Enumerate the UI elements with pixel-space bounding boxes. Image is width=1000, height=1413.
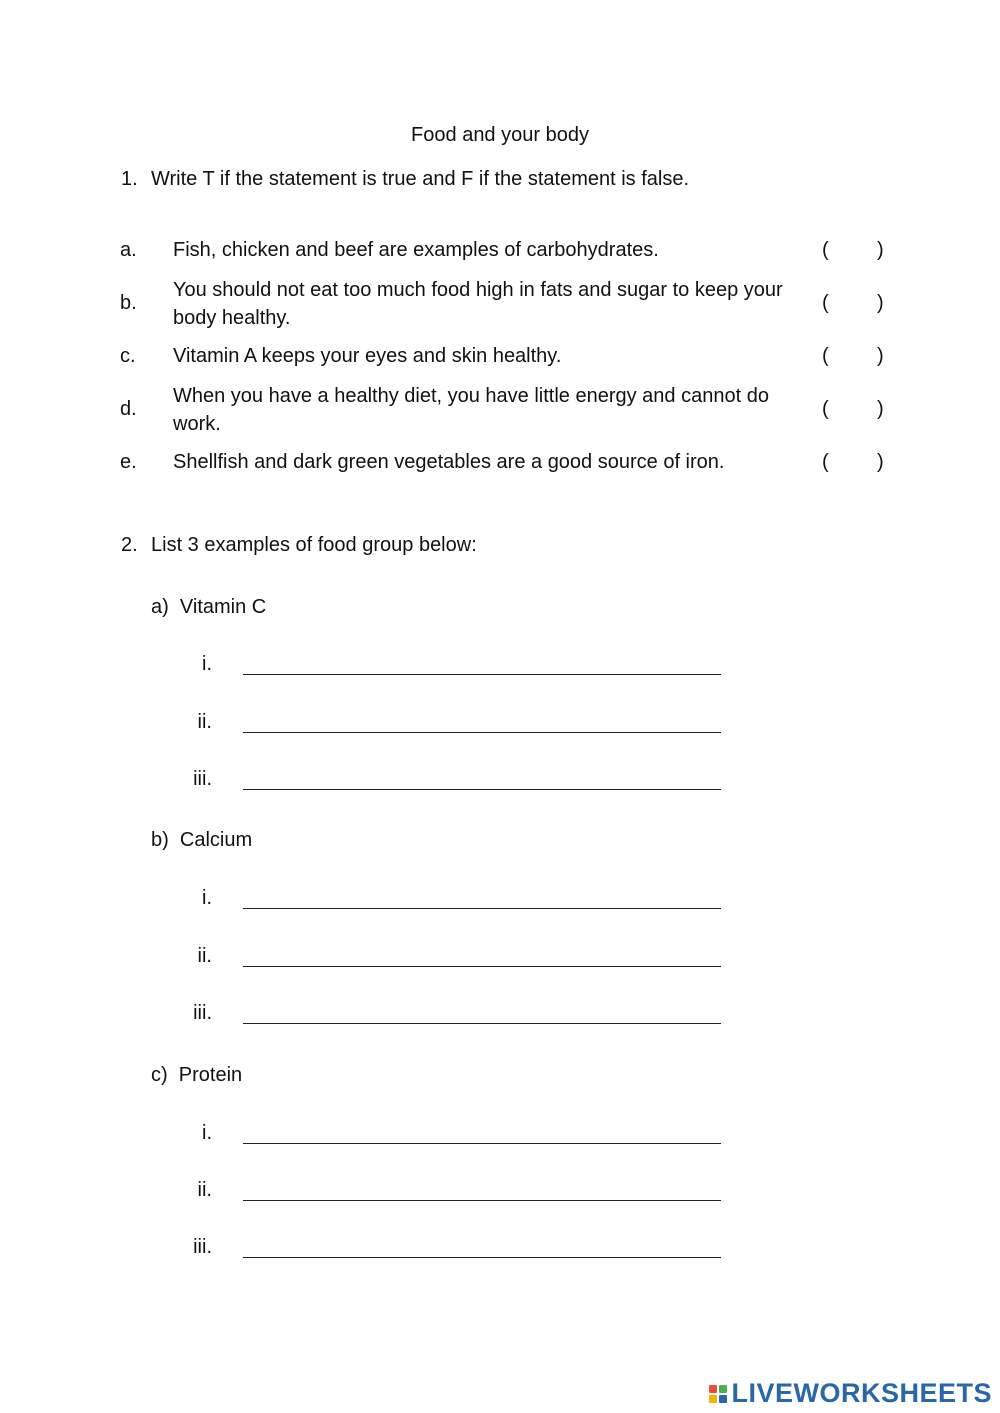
protein-answer-line-2[interactable] [243, 1200, 721, 1201]
question-2-number: 2. [121, 534, 138, 556]
calcium-answer-line-3[interactable] [243, 1023, 721, 1024]
liveworksheets-wordmark: LIVEWORKSHEETS [731, 1378, 992, 1408]
item-e-text: Shellfish and dark green vegetables are a good source of iron. [173, 451, 725, 473]
calcium-numeral-2: ii. [197, 945, 212, 967]
item-b-letter: b. [120, 292, 137, 314]
item-b-close-paren: ) [877, 292, 884, 314]
calcium-numeral-1: i. [202, 887, 212, 909]
item-d-close-paren: ) [877, 398, 884, 420]
item-e-open-paren: ( [822, 451, 829, 473]
protein-numeral-2: ii. [197, 1179, 212, 1201]
mark-square-3 [709, 1395, 717, 1403]
item-c-text: Vitamin A keeps your eyes and skin healthy. [173, 345, 562, 367]
item-a-letter: a. [120, 239, 137, 261]
group-protein-label: c) Protein [151, 1064, 243, 1086]
group-vitamin-c-label: a) Vitamin C [151, 596, 267, 618]
item-d-open-paren: ( [822, 398, 829, 420]
item-a-text: Fish, chicken and beef are examples of carbohydrates. [173, 239, 659, 261]
page-title: Food and your body [411, 124, 589, 146]
item-d-text: When you have a healthy diet, you have little energy and cannot do work. [173, 385, 769, 435]
calcium-answer-line-1[interactable] [243, 908, 721, 909]
item-b-open-paren: ( [822, 292, 829, 314]
protein-numeral-3: iii. [193, 1236, 212, 1258]
mark-square-1 [709, 1385, 717, 1393]
item-e-close-paren: ) [877, 451, 884, 473]
item-c-open-paren: ( [822, 345, 829, 367]
mark-square-4 [719, 1395, 727, 1403]
liveworksheets-mark-icon [709, 1385, 727, 1403]
vitamin-c-answer-line-1[interactable] [243, 674, 721, 675]
question-1-number: 1. [121, 168, 138, 190]
calcium-answer-line-2[interactable] [243, 966, 721, 967]
vitamin-c-answer-line-3[interactable] [243, 789, 721, 790]
item-a-close-paren: ) [877, 239, 884, 261]
protein-answer-line-3[interactable] [243, 1257, 721, 1258]
item-b-text: You should not eat too much food high in fats and sugar to keep your body healthy. [173, 279, 783, 329]
item-c-letter: c. [120, 345, 136, 367]
protein-numeral-1: i. [202, 1122, 212, 1144]
item-c-close-paren: ) [877, 345, 884, 367]
liveworksheets-logo[interactable] [709, 1378, 992, 1409]
vitamin-c-numeral-1: i. [202, 653, 212, 675]
vitamin-c-numeral-2: ii. [197, 711, 212, 733]
group-calcium-label: b) Calcium [151, 829, 253, 851]
vitamin-c-numeral-3: iii. [193, 768, 212, 790]
item-a-open-paren: ( [822, 239, 829, 261]
mark-square-2 [719, 1385, 727, 1393]
protein-answer-line-1[interactable] [243, 1143, 721, 1144]
calcium-numeral-3: iii. [193, 1002, 212, 1024]
question-2-text: List 3 examples of food group below: [151, 534, 477, 556]
vitamin-c-answer-line-2[interactable] [243, 732, 721, 733]
question-1-text: Write T if the statement is true and F if the statement is false. [151, 168, 690, 190]
item-e-letter: e. [120, 451, 137, 473]
item-d-letter: d. [120, 398, 137, 420]
